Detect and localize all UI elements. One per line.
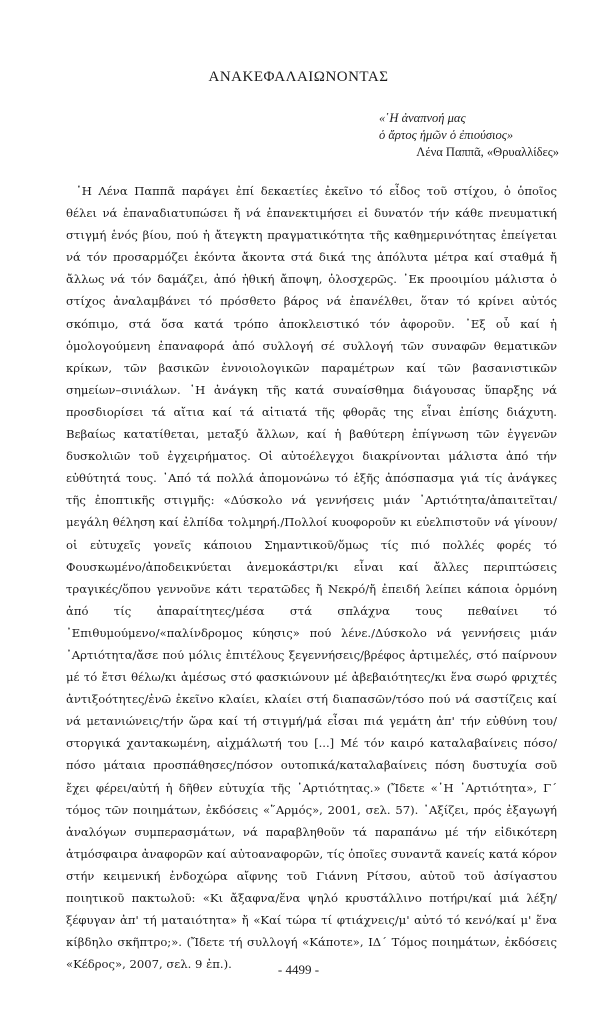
chapter-heading: ΑΝΑΚΕΦΑΛΑΙΩΝΟΝΤΑΣ xyxy=(208,69,389,85)
body-paragraph: ῾Η Λένα Παππᾶ παράγει ἐπί δεκαετίες ἐκεῖνο τό εἶδος τοῦ στίχου, ὁ ὁποῖος θέλει νά ἐπαναδιατυπώσει ἤ νά ἐπανεκτιμήσει εἰ δυνατόν τήν κάθε πνευματική στιγμή ἑνός βίου, πού ἡ ἄτεγκτη πραγματικότητα τῆς καθημερινότητας ἐπείγεται νά τόν προσαρμόζει ἑκόντα ἄκοντα στά δικά της ἀπόλυτα μέτρα καί σταθμά ἤ ἄλλως νά τόν δαμάζει, ἀπό ἠθική ἄποψη, ὁλοσχερῶς. ᾿Εκ προοιμίου μάλιστα ὁ στίχος ἀναλαμβάνει τό πρόσθετο βάρος νά ἐπανέλθει, ὅταν τό κρίνει αὐτός σκόπιμο, στά ὅσα κατά τρόπο ἀποκλειστικό τόν ἀφοροῦν. ᾿Εξ οὗ καί ἡ ὁμολογούμενη ἐπαναφορά ἀπό συλλογή σέ συλλογή τῶν συναφῶν θεματικῶν κρίκων, τῶν βασικῶν ἐννοιολογικῶν παραμέτρων καί τῶν βασανιστικῶν σημείων–σινιάλων. ῾Η ἀνάγκη τῆς κατά συναίσθημα διάγουσας ὕπαρξης νά προσδιορίσει τά αἴτια καί τά αἰτιατά τῆς φθορᾶς της εἶναι ἐπίσης διάχυτη. Βεβαίως κατατίθεται, μεταξύ ἄλλων, καί ἡ βαθύτερη ἐπίγνωση τῶν ἐγγενῶν δυσκολιῶν τοῦ ἐγχειρήματος. Οἱ αὐτοέλεγχοι διακρίνονται μάλιστα ἀπό τήν εὐθύτητά τους. ᾿Από τά πολλά ἀπομονώνω τό ἑξῆς ἀπόσπασμα γιά τίς ἀνάγκες τῆς ἐποπτικῆς στιγμῆς: «Δύσκολο νά γεννήσεις μιάν ᾿Αρτιότητα/ἀπαιτεῖται/μεγάλη θέληση καί ἐλπίδα τολμηρή./Πολλοί κυοφοροῦν κι εὐελπιστοῦν νά γίνουν/οἱ εὐτυχεῖς γονεῖς κάποιου Σημαντικοῦ/ὅμως τίς πιό πολλές φορές τό Φουσκωμένο/ἀποδεικνύεται ἀνεμοκάστρι/κι εἶναι καί ἄλλες περιπτώσεις τραγικές/ὅπου γεννοῦνε κάτι τερατῶδες ἤ Νεκρό/ἤ ἐπειδή λείπει κάποια ὁρμόνη ἀπό τίς ἀπαραίτητες/μέσα στά σπλάχνα τους πεθαίνει τό ᾿Επιθυμούμενο/«παλίνδρομος κύησις» πού λένε./Δύσκολο νά γεννήσεις μιάν ᾿Αρτιότητα/ἄσε πού μόλις ἐπιτέλους ξεγεννήσεις/βρέφος ἀρτιμελές, στό παίρνουν μέ τό ἔτσι θέλω/κι ἀμέσως στό φασκιώνουν μέ ἀβεβαιότητες/κι ἕνα σωρό φριχτές ἀντιξοότητες/ἐνῶ ἐκεῖνο κλαίει, κλαίει στή διαπασῶν/τόσο πού νά σαστίζεις καί νά μετανιώνεις/τήν ὥρα καί τή στιγμή/μά εἶσαι πιά γεμάτη ἀπ' τήν εὐθύνη του/στοργικά χαντακωμένη, αἰχμάλωτή του [...] Μέ τόν καιρό καταλαβαίνεις πόσο/πόσο μάταια προσπάθησες/πόσον ουτοπικά/καταλαβαίνεις πόση δυστυχία σοῦ ἔχει φέρει/αὐτή ἡ δῆθεν εὐτυχία τῆς ᾿Αρτιότητας.» (Ἴδετε «῾Η ᾿Αρτιότητα», Γ΄ τόμος τῶν ποιημάτων, ἐκδόσεις «῞Αρμός», 2001, σελ. 57). ᾿Αξίζει, πρός ἐξαγωγή ἀναλόγων συμπερασμάτων, νά παραβληθοῦν τά παραπάνω μέ τήν εἰδικότερη ἀτμόσφαιρα ἀναφορῶν καί αὐτοαναφορῶν, τίς ὁποῖες συναντᾶ κανείς κατά κόρον στήν κειμενική ἐνδοχώρα αἴφνης τοῦ Γιάννη Ρίτσου, αὐτοῦ τοῦ ἀσίγαστου ποιητικοῦ πακτωλοῦ: «Κι ἄξαφνα/ἕνα ψηλό κρυστάλλινο ποτήρι/καί μιά λέξη/ξέφυγαν ἀπ' τή ματαιότητα» ἤ «Καί τώρα τί φτιάχνεις/μ' αὐτό τό κενό/καί μ' ἕνα κίβδηλο σκῆπτρο;». (Ἴδετε τή συλλογή «Κάποτε», ΙΔ΄ Τόμος ποιημάτων, ἐκδόσεις «Κέδρος», 2007, σελ. 9 ἐπ.). xyxy=(66,184,557,972)
page-number: - 4499 - xyxy=(277,962,320,977)
epigraph-line-2: ὁ ἄρτος ἡμῶν ὁ ἐπιούσιος» xyxy=(379,128,514,142)
epigraph xyxy=(299,110,559,161)
epigraph-line-1: «῾Η ἀναπνοή μας xyxy=(379,111,466,125)
epigraph-attribution: Λένα Παππᾶ, «Θρυαλλίδες» xyxy=(416,145,559,159)
